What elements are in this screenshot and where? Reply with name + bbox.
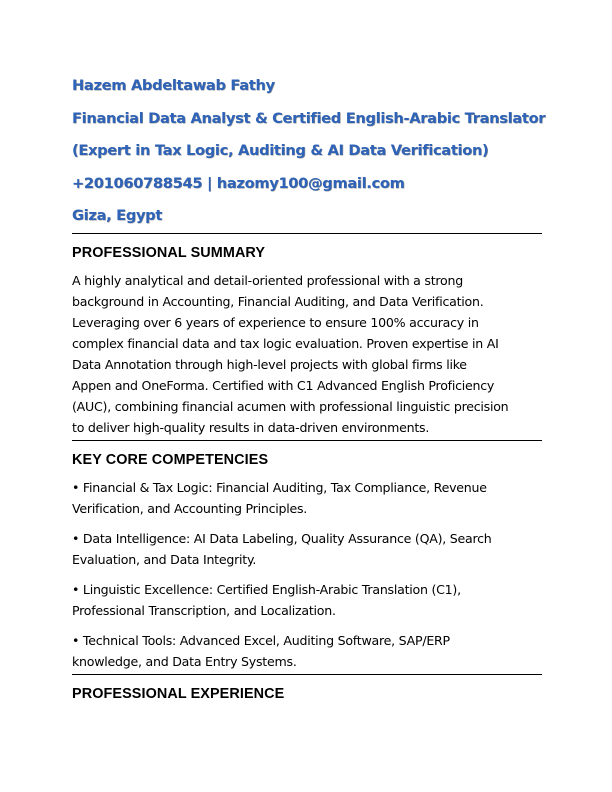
summary-line: A highly analytical and detail-oriented professional with a strong — [72, 272, 463, 288]
competency-item — [72, 477, 542, 519]
divider-competencies — [72, 674, 542, 675]
competency-line: Evaluation, and Data Integrity. — [72, 551, 257, 567]
summary-line: Appen and OneForma. Certified with C1 Advanced English Proficiency — [72, 377, 495, 393]
competency-line: • Linguistic Excellence: Certified English-Arabic Translation (C1), — [72, 581, 461, 597]
competency-line: Verification, and Accounting Principles. — [72, 500, 308, 516]
contact-line: +201060788545 | hazomy100@gmail.com — [72, 174, 405, 192]
candidate-title: Financial Data Analyst & Certified English-Arabic Translator — [72, 109, 546, 127]
competencies-heading: KEY CORE COMPETENCIES — [72, 451, 269, 468]
summary-line: complex financial data and tax logic evaluation. Proven expertise in AI — [72, 335, 499, 351]
summary-line: Data Annotation through high-level projects with global firms like — [72, 356, 467, 372]
competency-item — [72, 630, 542, 672]
competency-line: • Technical Tools: Advanced Excel, Auditing Software, SAP/ERP — [72, 632, 450, 648]
summary-heading: PROFESSIONAL SUMMARY — [72, 244, 266, 261]
competency-line: Professional Transcription, and Localization. — [72, 602, 336, 618]
summary-line: (AUC), combining financial acumen with professional linguistic precision — [72, 398, 509, 414]
competency-item — [72, 528, 542, 570]
summary-line: Leveraging over 6 years of experience to ensure 100% accuracy in — [72, 314, 479, 330]
summary-paragraph — [72, 270, 542, 438]
competency-line: • Financial & Tax Logic: Financial Auditing, Tax Compliance, Revenue — [72, 479, 487, 495]
summary-line: to deliver high-quality results in data-driven environments. — [72, 419, 430, 435]
candidate-name: Hazem Abdeltawab Fathy — [72, 77, 275, 94]
experience-heading: PROFESSIONAL EXPERIENCE — [72, 685, 285, 702]
resume-content — [72, 70, 546, 711]
competency-line: knowledge, and Data Entry Systems. — [72, 653, 297, 669]
summary-line: background in Accounting, Financial Auditing, and Data Verification. — [72, 293, 484, 309]
competency-line: • Data Intelligence: AI Data Labeling, Quality Assurance (QA), Search — [72, 530, 492, 546]
location-line: Giza, Egypt — [72, 207, 162, 224]
divider-header — [72, 233, 542, 234]
divider-summary — [72, 440, 542, 441]
competency-item — [72, 579, 542, 621]
competencies-list — [72, 477, 542, 672]
candidate-subtitle: (Expert in Tax Logic, Auditing & AI Data Verification) — [72, 142, 489, 159]
